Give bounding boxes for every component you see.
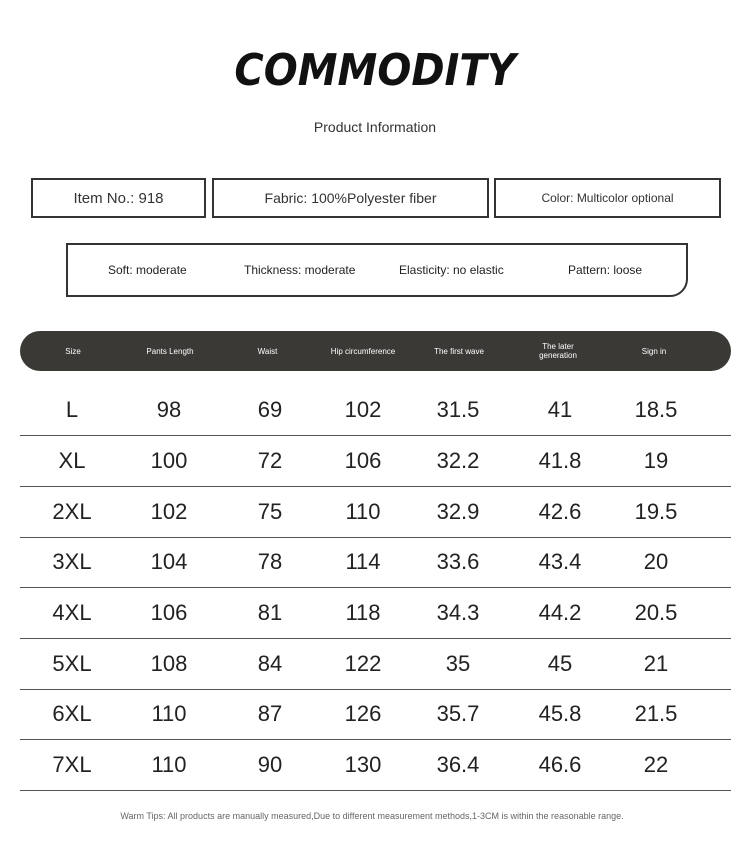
table-cell: 104 (150, 549, 188, 574)
fabric-box (212, 178, 489, 218)
size-table-header (20, 331, 731, 371)
table-row (20, 436, 731, 487)
table-cell: 35.7 (436, 701, 480, 726)
table-cell: 3XL (52, 549, 92, 574)
table-cell: 41.8 (538, 448, 582, 473)
item-number-box (31, 178, 206, 218)
attributes-box (66, 243, 688, 297)
table-cell: 36.4 (436, 752, 480, 777)
item-number-label: Item No.: 918 (73, 189, 164, 207)
table-cell: 44.2 (538, 600, 582, 625)
attr-pattern: Pattern: loose (568, 263, 643, 277)
table-cell: 19.5 (634, 499, 678, 524)
table-cell: 34.3 (436, 600, 480, 625)
table-row (20, 487, 731, 538)
table-cell: 106 (344, 448, 382, 473)
table-cell: 114 (345, 549, 381, 574)
table-cell: 20.5 (634, 600, 678, 625)
table-cell: 41 (547, 397, 573, 422)
table-cell: 46.6 (538, 752, 582, 777)
table-cell: 69 (257, 397, 283, 422)
table-cell: 75 (257, 499, 283, 524)
table-cell: 102 (344, 397, 382, 422)
table-row (20, 385, 731, 436)
table-cell: 90 (257, 752, 283, 777)
table-cell: 20 (643, 549, 669, 574)
table-cell: 110 (151, 701, 187, 726)
attr-soft: Soft: moderate (108, 263, 187, 277)
table-cell: 43.4 (538, 549, 582, 574)
table-cell: 19 (643, 448, 669, 473)
table-cell: 45.8 (538, 701, 582, 726)
table-cell: 122 (344, 651, 382, 676)
table-cell: 81 (257, 600, 283, 625)
column-header-pants-length: Pants Length (146, 346, 194, 356)
table-cell: 110 (151, 752, 187, 777)
table-cell: 100 (150, 448, 188, 473)
table-row (20, 588, 731, 639)
table-cell: 126 (344, 701, 382, 726)
table-cell: 7XL (52, 752, 92, 777)
table-cell: 33.6 (436, 549, 480, 574)
table-cell: 130 (344, 752, 382, 777)
table-cell: 4XL (52, 600, 92, 625)
table-cell: 106 (150, 600, 188, 625)
table-row (20, 689, 731, 740)
table-row (20, 639, 731, 690)
table-cell: 98 (156, 397, 182, 422)
table-cell: 35 (445, 651, 471, 676)
table-cell: 32.9 (436, 499, 480, 524)
column-header-sign-in: Sign in (641, 346, 667, 356)
column-header-waist: Waist (257, 346, 278, 356)
table-cell: 31.5 (436, 397, 480, 422)
attr-elasticity: Elasticity: no elastic (399, 263, 504, 277)
table-cell: 72 (257, 448, 283, 473)
table-cell: 5XL (52, 651, 92, 676)
table-cell: 118 (345, 600, 381, 625)
warm-tips: Warm Tips: All products are manually measured,Due to different measurement methods,1-3CM is within the reasonable range. (120, 811, 624, 821)
table-cell: 18.5 (634, 397, 678, 422)
table-cell: 87 (257, 701, 283, 726)
table-cell: 32.2 (436, 448, 480, 473)
table-cell: 78 (257, 549, 283, 574)
table-cell: 21 (643, 651, 669, 676)
column-header-first-wave: The first wave (434, 346, 484, 356)
table-cell: 42.6 (538, 499, 582, 524)
table-cell: 21.5 (634, 701, 678, 726)
table-cell: 22 (643, 752, 669, 777)
table-cell: 102 (150, 499, 188, 524)
table-cell: 45 (547, 651, 573, 676)
table-row (20, 740, 731, 791)
color-box (494, 178, 721, 218)
page-subtitle: Product Information (313, 119, 437, 135)
table-cell: L (65, 397, 79, 422)
table-cell: 108 (150, 651, 188, 676)
fabric-label: Fabric: 100%Polyester fiber (264, 190, 437, 206)
column-header-later-generation: The later generation (539, 342, 577, 360)
table-cell: 84 (257, 651, 283, 676)
table-cell: 6XL (52, 701, 92, 726)
table-cell: 2XL (52, 499, 92, 524)
color-label: Color: Multicolor optional (541, 191, 674, 205)
column-header-hip: Hip circumference (330, 346, 396, 356)
table-cell: XL (58, 448, 86, 473)
attr-thickness: Thickness: moderate (244, 263, 356, 277)
column-header-size: Size (65, 346, 81, 356)
table-cell: 110 (345, 499, 381, 524)
table-row (20, 537, 731, 588)
page-title: COMMODITY (234, 46, 516, 96)
